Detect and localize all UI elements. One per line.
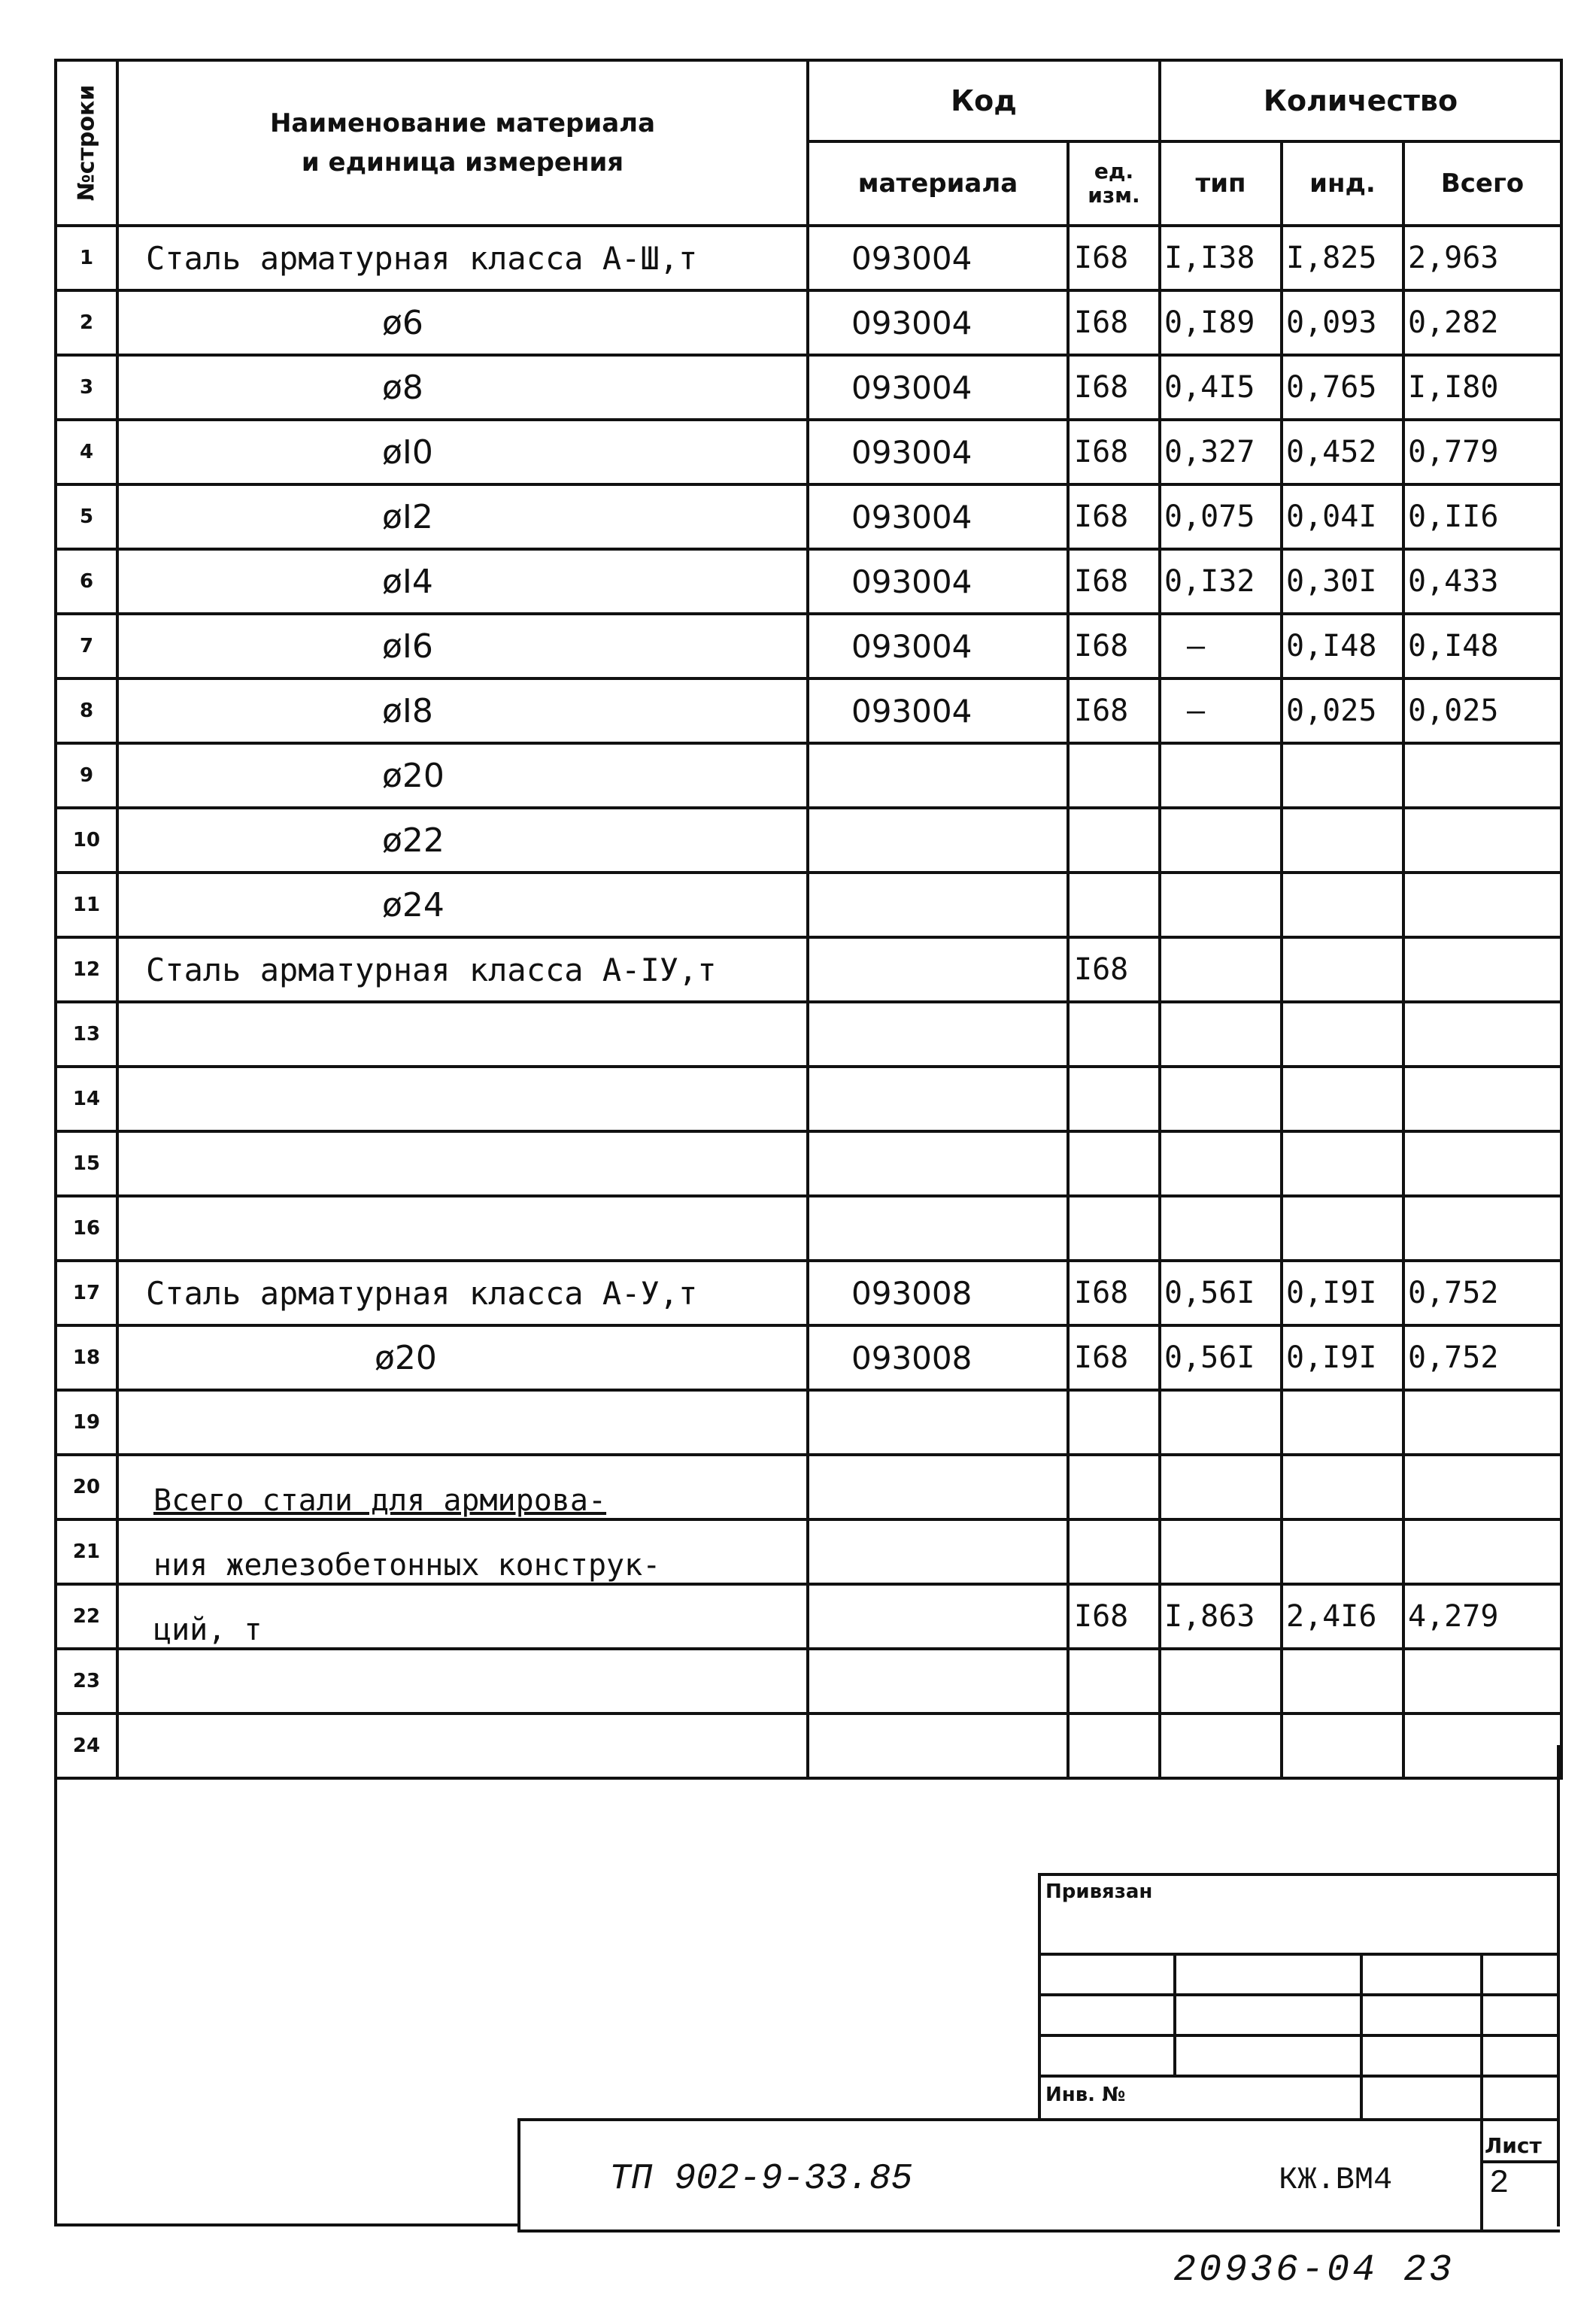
unit-code: I68 xyxy=(1068,484,1160,549)
material-code xyxy=(808,1390,1068,1455)
qty-type xyxy=(1160,873,1282,937)
qty-ind xyxy=(1282,873,1403,937)
qty-total: 0,779 xyxy=(1403,420,1561,484)
row-number: 13 xyxy=(56,1002,117,1067)
table-row xyxy=(56,614,1561,678)
stamp-vline-1 xyxy=(1173,1953,1176,2075)
unit-code xyxy=(1068,1002,1160,1067)
qty-total: 0,752 xyxy=(1403,1261,1561,1325)
table-row xyxy=(56,1584,1561,1649)
qty-ind xyxy=(1282,1455,1403,1519)
qty-type xyxy=(1160,1455,1282,1519)
qty-type xyxy=(1160,1649,1282,1713)
row-number: 6 xyxy=(56,549,117,614)
row-number: 5 xyxy=(56,484,117,549)
qty-total xyxy=(1403,1196,1561,1261)
qty-total xyxy=(1403,1713,1561,1778)
table-row xyxy=(56,290,1561,355)
qty-ind xyxy=(1282,1390,1403,1455)
qty-ind: 0,452 xyxy=(1282,420,1403,484)
material-name: øI8 xyxy=(117,678,808,743)
material-name: øI0 xyxy=(117,420,808,484)
qty-total: 2,963 xyxy=(1403,226,1561,290)
material-code xyxy=(808,1519,1068,1584)
qty-total xyxy=(1403,1455,1561,1519)
material-name: ø20 xyxy=(117,743,808,808)
qty-total xyxy=(1403,1002,1561,1067)
unit-code xyxy=(1068,1131,1160,1196)
qty-type: 0,I89 xyxy=(1160,290,1282,355)
title-block-bottom xyxy=(517,2229,1560,2233)
qty-ind xyxy=(1282,1131,1403,1196)
qty-ind: 0,I9I xyxy=(1282,1261,1403,1325)
material-code: 093004 xyxy=(808,290,1068,355)
row-number: 19 xyxy=(56,1390,117,1455)
table-row xyxy=(56,1196,1561,1261)
unit-code xyxy=(1068,1067,1160,1131)
unit-code xyxy=(1068,743,1160,808)
qty-type: – xyxy=(1160,678,1282,743)
table-row xyxy=(56,1131,1561,1196)
header-qty-total: Всего xyxy=(1403,141,1561,226)
unit-code: I68 xyxy=(1068,614,1160,678)
header-row-number: №строки xyxy=(56,60,117,226)
row-number: 14 xyxy=(56,1067,117,1131)
qty-ind xyxy=(1282,808,1403,873)
table-row xyxy=(56,808,1561,873)
table-row xyxy=(56,1002,1561,1067)
material-name xyxy=(117,1131,808,1196)
material-name: øI2 xyxy=(117,484,808,549)
qty-total: 0,433 xyxy=(1403,549,1561,614)
material-name: ø8 xyxy=(117,355,808,420)
stamp-bound-label: Привязан xyxy=(1045,1880,1153,1903)
qty-type xyxy=(1160,1067,1282,1131)
qty-type xyxy=(1160,1131,1282,1196)
table-row xyxy=(56,1390,1561,1455)
qty-ind xyxy=(1282,1002,1403,1067)
table-row xyxy=(56,678,1561,743)
material-code: 093008 xyxy=(808,1261,1068,1325)
material-code xyxy=(808,1713,1068,1778)
material-name xyxy=(117,1067,808,1131)
qty-ind: 0,04I xyxy=(1282,484,1403,549)
doc-code: ТП 902-9-33.85 xyxy=(609,2159,913,2199)
row-number: 18 xyxy=(56,1325,117,1390)
row-number: 12 xyxy=(56,937,117,1002)
unit-code: I68 xyxy=(1068,549,1160,614)
unit-code: I68 xyxy=(1068,1584,1160,1649)
header-row-1 xyxy=(56,60,1561,141)
qty-total: I,I80 xyxy=(1403,355,1561,420)
table-row xyxy=(56,937,1561,1002)
qty-type: 0,56I xyxy=(1160,1325,1282,1390)
qty-type: 0,075 xyxy=(1160,484,1282,549)
qty-total xyxy=(1403,1131,1561,1196)
header-code-group: Код xyxy=(808,60,1160,141)
qty-ind xyxy=(1282,743,1403,808)
qty-total xyxy=(1403,1067,1561,1131)
qty-type xyxy=(1160,1519,1282,1584)
qty-type: 0,56I xyxy=(1160,1261,1282,1325)
qty-total xyxy=(1403,808,1561,873)
table-row xyxy=(56,1519,1561,1584)
qty-ind xyxy=(1282,1067,1403,1131)
material-code: 093004 xyxy=(808,226,1068,290)
material-code xyxy=(808,808,1068,873)
stamp-inv-label: Инв. № xyxy=(1045,2084,1126,2106)
qty-ind: 0,I9I xyxy=(1282,1325,1403,1390)
material-name: øI6 xyxy=(117,614,808,678)
table-row xyxy=(56,1455,1561,1519)
material-code: 093004 xyxy=(808,549,1068,614)
material-name: øI4 xyxy=(117,549,808,614)
material-code xyxy=(808,1196,1068,1261)
qty-type xyxy=(1160,1713,1282,1778)
row-number: 1 xyxy=(56,226,117,290)
qty-total: 0,282 xyxy=(1403,290,1561,355)
material-name: Всего стали для армирова- xyxy=(117,1455,808,1519)
frame-left xyxy=(54,1745,57,2226)
qty-ind xyxy=(1282,1196,1403,1261)
table-row xyxy=(56,1261,1561,1325)
header-qty-ind: инд. xyxy=(1282,141,1403,226)
qty-ind: I,825 xyxy=(1282,226,1403,290)
row-number: 7 xyxy=(56,614,117,678)
qty-total xyxy=(1403,1649,1561,1713)
row-number: 17 xyxy=(56,1261,117,1325)
qty-type xyxy=(1160,1002,1282,1067)
qty-ind: 0,025 xyxy=(1282,678,1403,743)
table-row xyxy=(56,420,1561,484)
unit-code: I68 xyxy=(1068,226,1160,290)
qty-ind: 2,4I6 xyxy=(1282,1584,1403,1649)
row-number: 8 xyxy=(56,678,117,743)
material-name xyxy=(117,1390,808,1455)
material-code: 093004 xyxy=(808,420,1068,484)
qty-ind: 0,30I xyxy=(1282,549,1403,614)
table-row xyxy=(56,743,1561,808)
material-code xyxy=(808,1584,1068,1649)
row-number: 15 xyxy=(56,1131,117,1196)
row-number: 20 xyxy=(56,1455,117,1519)
sheet-label: Лист xyxy=(1485,2133,1542,2158)
qty-total: 4,279 xyxy=(1403,1584,1561,1649)
stamp-box-left xyxy=(1038,1873,1041,2121)
unit-code: I68 xyxy=(1068,1261,1160,1325)
qty-ind xyxy=(1282,1713,1403,1778)
qty-ind xyxy=(1282,1519,1403,1584)
header-unit: ед. изм. xyxy=(1068,141,1160,226)
row-number: 22 xyxy=(56,1584,117,1649)
table-row xyxy=(56,355,1561,420)
qty-total: 0,025 xyxy=(1403,678,1561,743)
unit-code xyxy=(1068,808,1160,873)
qty-total: 0,II6 xyxy=(1403,484,1561,549)
qty-type: 0,327 xyxy=(1160,420,1282,484)
material-code: 093004 xyxy=(808,678,1068,743)
qty-total xyxy=(1403,743,1561,808)
material-code xyxy=(808,1067,1068,1131)
unit-code: I68 xyxy=(1068,355,1160,420)
material-name: Сталь арматурная класса А-У,т xyxy=(117,1261,808,1325)
material-name xyxy=(117,1002,808,1067)
material-name xyxy=(117,1196,808,1261)
unit-code xyxy=(1068,1196,1160,1261)
row-number: 3 xyxy=(56,355,117,420)
row-number: 4 xyxy=(56,420,117,484)
unit-code xyxy=(1068,1455,1160,1519)
unit-code xyxy=(1068,1649,1160,1713)
qty-type xyxy=(1160,743,1282,808)
unit-code xyxy=(1068,1390,1160,1455)
header-qty-type: тип xyxy=(1160,141,1282,226)
table-row xyxy=(56,1649,1561,1713)
material-code xyxy=(808,1131,1068,1196)
qty-type xyxy=(1160,808,1282,873)
materials-table xyxy=(54,59,1563,1780)
sheet-mark: КЖ.ВМ4 xyxy=(1279,2162,1393,2198)
table-row xyxy=(56,1713,1561,1778)
stamp-vline-3 xyxy=(1480,1953,1483,2233)
unit-code xyxy=(1068,1519,1160,1584)
table-row xyxy=(56,873,1561,937)
material-code xyxy=(808,937,1068,1002)
material-name: ø24 xyxy=(117,873,808,937)
material-code: 093004 xyxy=(808,484,1068,549)
row-number: 16 xyxy=(56,1196,117,1261)
title-block-left xyxy=(517,2118,520,2233)
qty-total xyxy=(1403,873,1561,937)
unit-code: I68 xyxy=(1068,1325,1160,1390)
table-row xyxy=(56,484,1561,549)
footer-number: 20936-04 23 xyxy=(1173,2249,1455,2292)
unit-code xyxy=(1068,1713,1160,1778)
unit-code xyxy=(1068,873,1160,937)
material-code xyxy=(808,1002,1068,1067)
material-code xyxy=(808,1455,1068,1519)
table-row xyxy=(56,1067,1561,1131)
material-name: Сталь арматурная класса А-IУ,т xyxy=(117,937,808,1002)
qty-ind xyxy=(1282,937,1403,1002)
sheet-number: 2 xyxy=(1489,2165,1510,2202)
qty-ind: 0,093 xyxy=(1282,290,1403,355)
stamp-vline-2 xyxy=(1360,1953,1363,2121)
row-number: 21 xyxy=(56,1519,117,1584)
row-number: 11 xyxy=(56,873,117,937)
material-name: ø20 xyxy=(117,1325,808,1390)
table-row xyxy=(56,226,1561,290)
qty-type: 0,I32 xyxy=(1160,549,1282,614)
material-name: Сталь арматурная класса А-Ш,т xyxy=(117,226,808,290)
qty-type: I,863 xyxy=(1160,1584,1282,1649)
qty-ind: 0,765 xyxy=(1282,355,1403,420)
qty-type xyxy=(1160,1390,1282,1455)
qty-total: 0,752 xyxy=(1403,1325,1561,1390)
frame-right xyxy=(1557,1745,1560,2226)
frame-bottom-left xyxy=(54,2223,520,2226)
material-name: ния железобетонных конструк- xyxy=(117,1519,808,1584)
unit-code: I68 xyxy=(1068,937,1160,1002)
unit-code: I68 xyxy=(1068,420,1160,484)
qty-type xyxy=(1160,1196,1282,1261)
qty-type: 0,4I5 xyxy=(1160,355,1282,420)
table-row xyxy=(56,549,1561,614)
stamp-box-top xyxy=(1038,1873,1560,1876)
qty-ind: 0,I48 xyxy=(1282,614,1403,678)
material-code: 093004 xyxy=(808,614,1068,678)
unit-code: I68 xyxy=(1068,678,1160,743)
qty-total: 0,I48 xyxy=(1403,614,1561,678)
qty-type: I,I38 xyxy=(1160,226,1282,290)
qty-type: – xyxy=(1160,614,1282,678)
table-row xyxy=(56,1325,1561,1390)
material-code: 093004 xyxy=(808,355,1068,420)
material-name: ø22 xyxy=(117,808,808,873)
header-material-name: Наименование материала и единица измерения xyxy=(117,60,808,226)
qty-total xyxy=(1403,1390,1561,1455)
material-code xyxy=(808,743,1068,808)
header-quantity-group: Количество xyxy=(1160,60,1561,141)
row-number: 23 xyxy=(56,1649,117,1713)
material-name xyxy=(117,1713,808,1778)
material-code xyxy=(808,873,1068,937)
material-name: ø6 xyxy=(117,290,808,355)
material-code xyxy=(808,1649,1068,1713)
material-code: 093008 xyxy=(808,1325,1068,1390)
row-number: 10 xyxy=(56,808,117,873)
row-number: 2 xyxy=(56,290,117,355)
qty-total xyxy=(1403,937,1561,1002)
row-number: 9 xyxy=(56,743,117,808)
row-number: 24 xyxy=(56,1713,117,1778)
title-block-top xyxy=(517,2118,1560,2121)
qty-total xyxy=(1403,1519,1561,1584)
header-material-code: материала xyxy=(808,141,1068,226)
material-name xyxy=(117,1649,808,1713)
sheet-label-divider xyxy=(1480,2160,1560,2163)
qty-type xyxy=(1160,937,1282,1002)
unit-code: I68 xyxy=(1068,290,1160,355)
material-name: ций, т xyxy=(117,1584,808,1649)
qty-ind xyxy=(1282,1649,1403,1713)
